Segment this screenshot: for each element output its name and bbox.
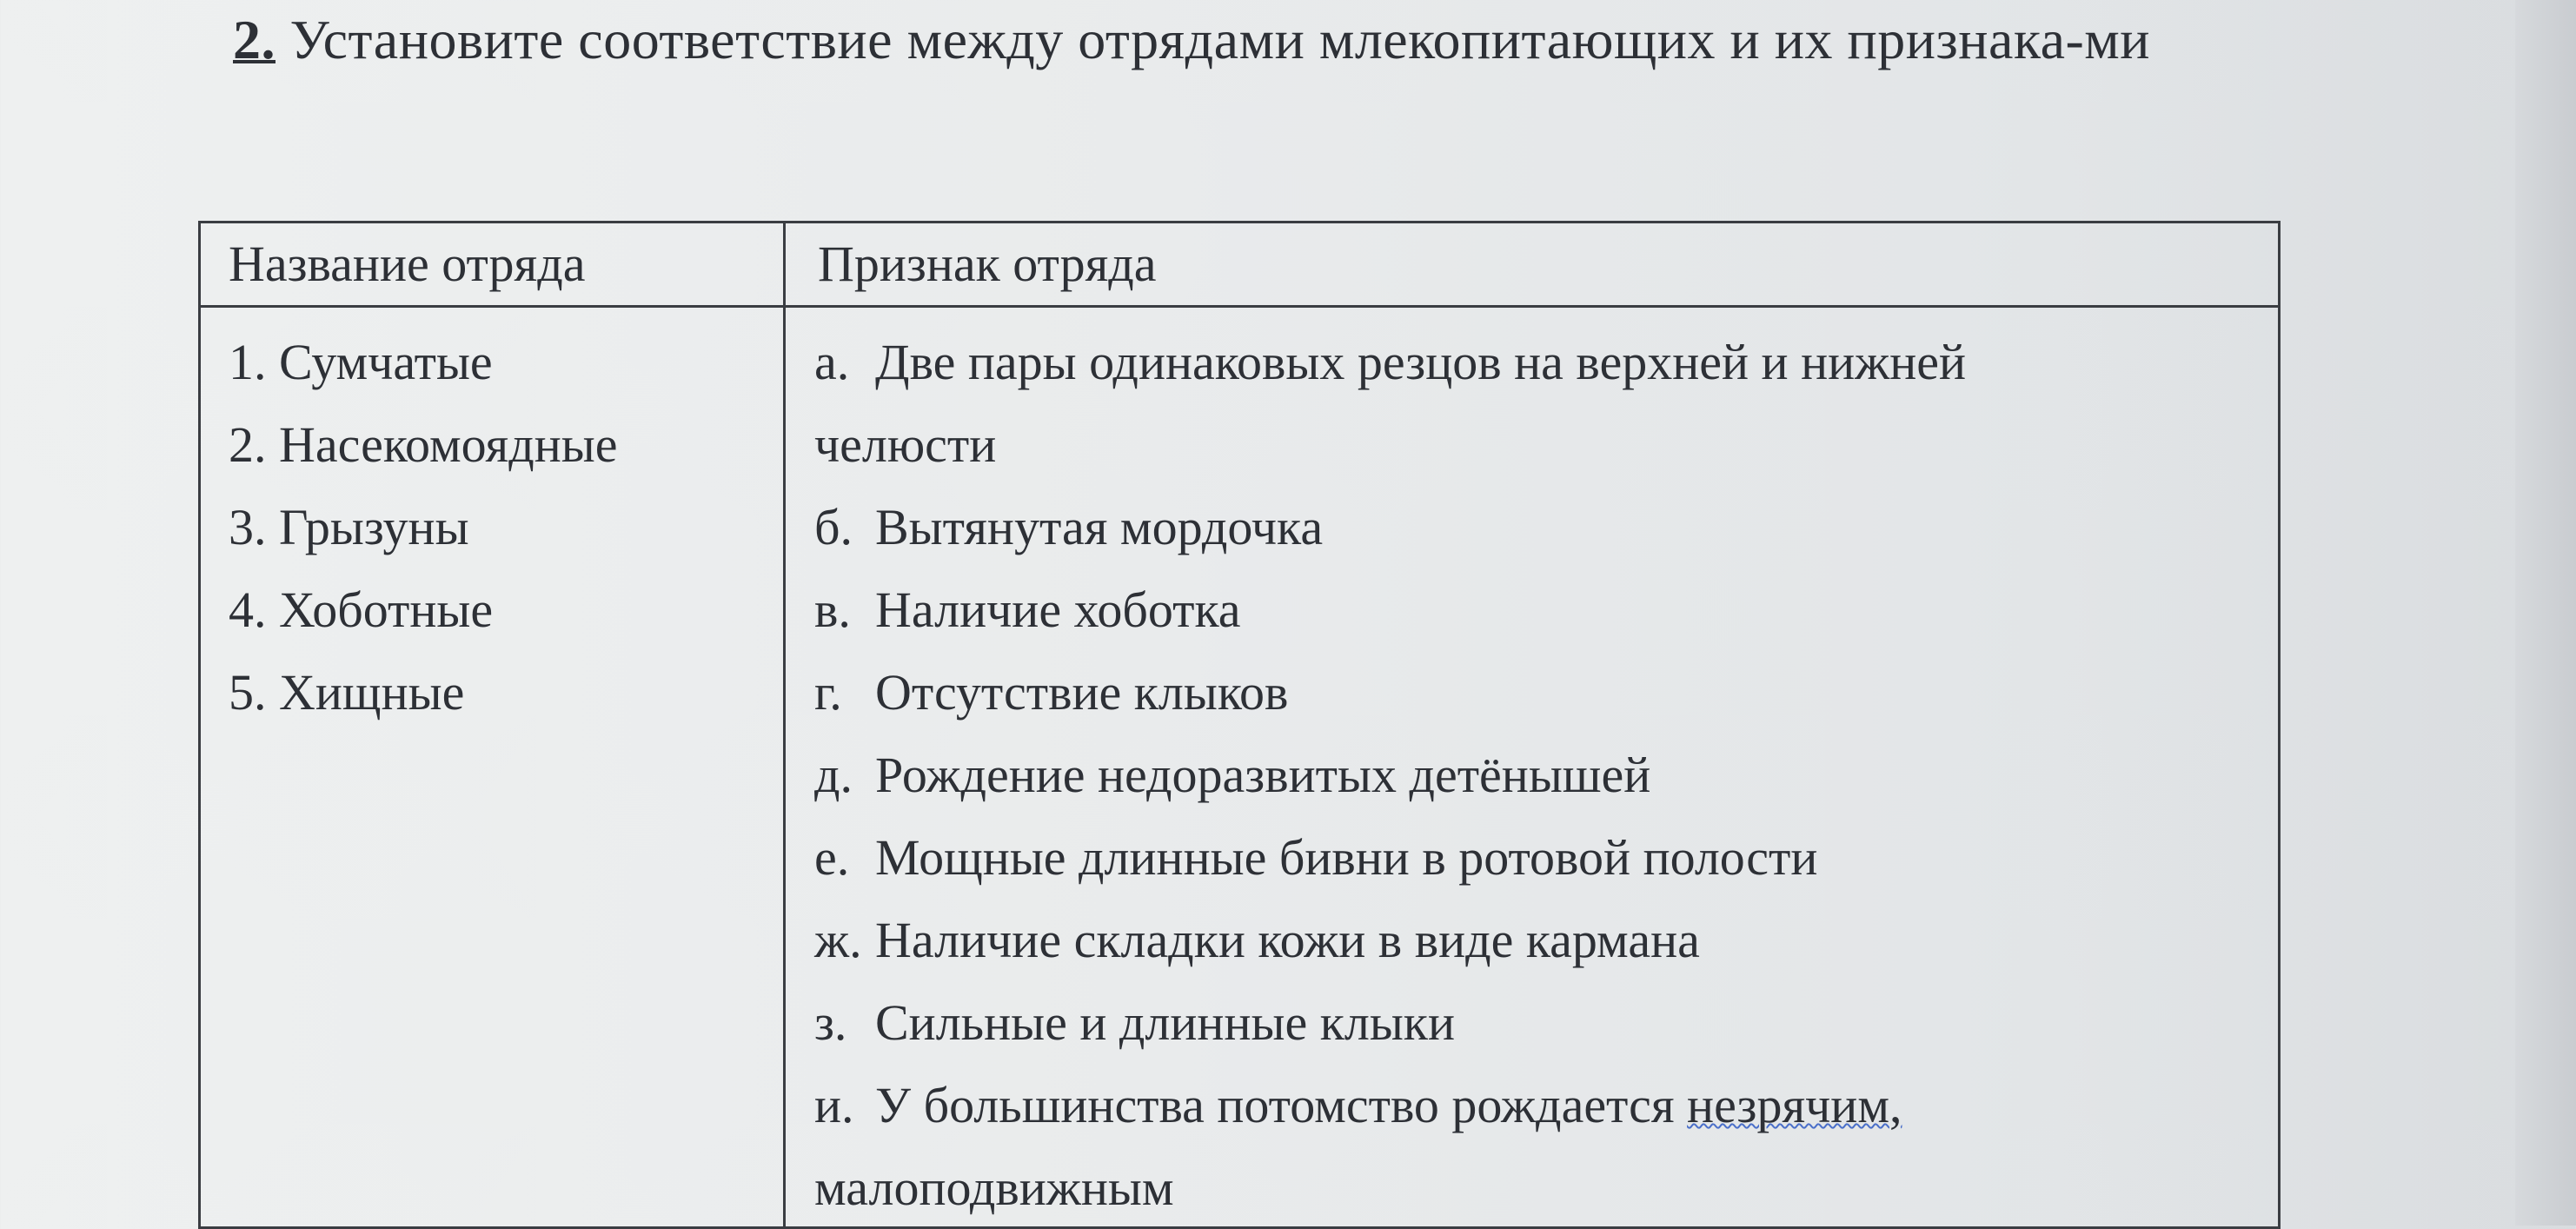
order-item: 5. Хищные <box>229 664 465 721</box>
order-item: 1. Сумчатые <box>229 334 493 390</box>
header-order-feature: Признак отряда <box>818 236 1157 292</box>
header-order-name: Название отряда <box>229 236 586 292</box>
feature-text: Мощные длинные бивни в ротовой полости <box>875 829 1818 886</box>
feature-item <box>814 899 2257 981</box>
column-divider <box>783 223 786 1226</box>
orders-list <box>229 321 618 734</box>
feature-item <box>814 981 2257 1064</box>
feature-text: Наличие хоботка <box>875 581 1241 638</box>
feature-marker: б. <box>814 499 853 555</box>
page-edge-strip <box>2515 0 2576 1226</box>
matching-table <box>198 221 2281 1229</box>
spellcheck-underlined-word: незрячим, <box>1687 1077 1902 1133</box>
feature-text: Сильные и длинные клыки <box>875 994 1455 1051</box>
feature-text: Рождение недоразвитых детёнышей <box>875 747 1651 803</box>
feature-text: Две пары одинаковых резцов на верхней и нижней <box>875 334 1967 390</box>
feature-item <box>814 816 2257 899</box>
feature-item <box>814 568 2257 651</box>
order-item: 3. Грызуны <box>229 499 469 555</box>
feature-item <box>814 486 2257 568</box>
task-heading <box>233 0 2319 80</box>
feature-marker: и. <box>814 1077 854 1133</box>
task-number: 2. <box>233 9 276 70</box>
feature-marker: д. <box>814 747 853 803</box>
feature-item <box>814 321 2257 403</box>
feature-text: Отсутствие клыков <box>875 664 1289 721</box>
feature-item <box>814 651 2257 734</box>
feature-item-continuation: челюсти <box>814 416 997 473</box>
feature-marker: в. <box>814 581 851 638</box>
header-divider <box>201 305 2278 308</box>
feature-marker: з. <box>814 994 847 1051</box>
features-list <box>814 321 2257 1229</box>
task-text: Установите соответствие между отрядами млекопитающих и их признака-ми <box>289 9 2151 70</box>
feature-item <box>814 734 2257 816</box>
feature-marker: г. <box>814 664 842 721</box>
order-item: 2. Насекомоядные <box>229 416 618 473</box>
feature-text: Наличие складки кожи в виде кармана <box>875 912 1700 968</box>
feature-item <box>814 1064 2257 1146</box>
feature-item-continuation: малоподвижным <box>814 1159 1174 1216</box>
feature-marker: е. <box>814 829 850 886</box>
feature-marker: ж. <box>814 912 862 968</box>
feature-text: У большинства потомство рождается <box>875 1077 1675 1133</box>
order-item: 4. Хоботные <box>229 581 494 638</box>
feature-marker: а. <box>814 334 850 390</box>
feature-text: Вытянутая мордочка <box>875 499 1324 555</box>
